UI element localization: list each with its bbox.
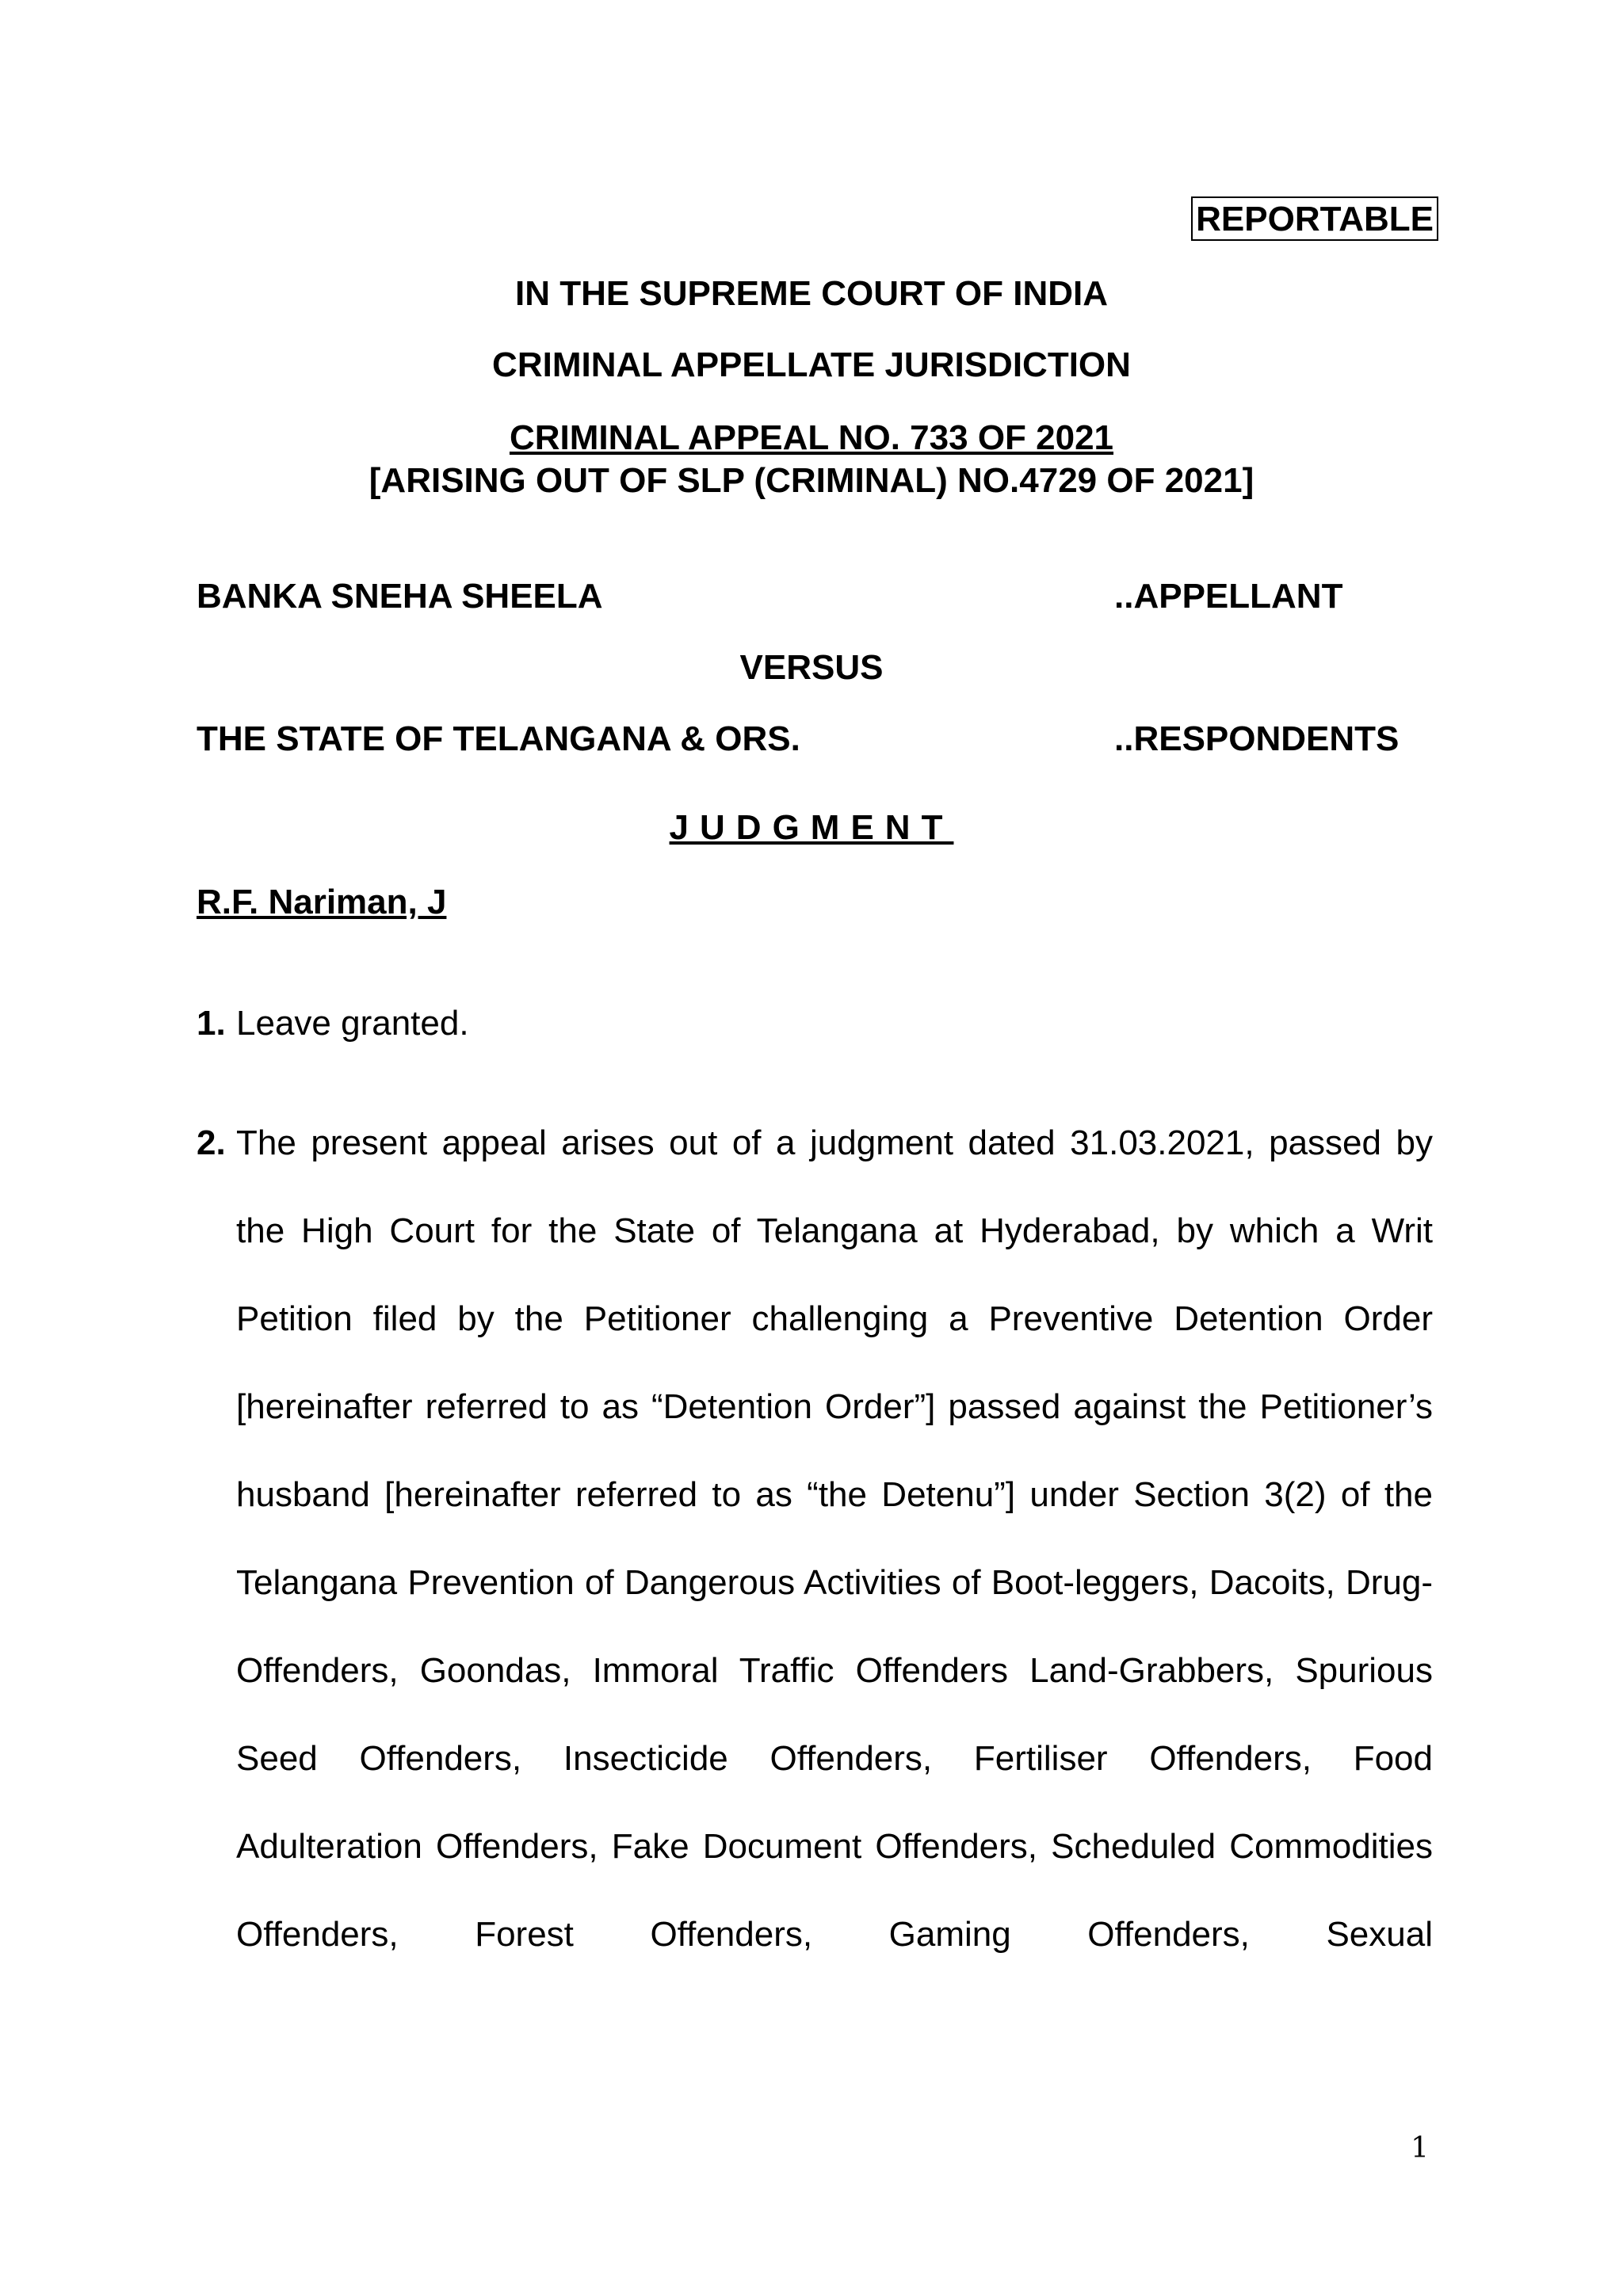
paragraph-text: Leave granted. [236, 1004, 469, 1043]
paragraph-text: The present appeal arises out of a judgment dated 31.03.2021, passed by the High Court for the State of Telangana at Hyderabad, by which a Writ Petition filed by the Petitioner challenging a Preventive Detention Order [hereinafter referred to as “Detention Order”] passed against the Petitioner’s husband [hereinafter referred to as “the Detenu”] under Section 3(2) of the Telangana Prevention of Dangerous Activities of Boot-leggers, Dacoits, Drug-Offenders, Goondas, Immoral Traffic Offenders Land-Grabbers, Spurious Seed Offenders, Insecticide Offenders, Fertiliser Offenders, Food Adulteration Offenders, Fake Document Offenders, Scheduled Commodities Offenders, Forest Offenders, Gaming Offenders, Sexual [236, 1123, 1433, 1954]
judge-name: R.F. Nariman, J [197, 883, 447, 921]
respondent-role: ..RESPONDENTS [1114, 719, 1400, 758]
appeal-number: CRIMINAL APPEAL NO. 733 OF 2021 [509, 418, 1114, 457]
jurisdiction-title: CRIMINAL APPELLATE JURISDICTION [492, 345, 1131, 384]
versus-label: VERSUS [739, 648, 884, 687]
appellant-role: ..APPELLANT [1114, 577, 1343, 616]
reportable-label: REPORTABLE [1191, 196, 1438, 241]
paragraph-number: 1. [197, 1004, 226, 1043]
slp-arising: [ARISING OUT OF SLP (CRIMINAL) NO.4729 OF 2021] [369, 461, 1254, 500]
paragraph-number: 2. [197, 1123, 226, 1162]
appellant-name: BANKA SNEHA SHEELA [197, 577, 603, 616]
judgment-heading: JUDGMENT [669, 808, 954, 847]
paragraph-2 [197, 1099, 1433, 1978]
respondent-name: THE STATE OF TELANGANA & ORS. [197, 719, 800, 758]
court-title: IN THE SUPREME COURT OF INDIA [514, 274, 1109, 313]
paragraph-1 [197, 979, 1433, 1067]
page-number: 1 [1411, 2132, 1429, 2164]
